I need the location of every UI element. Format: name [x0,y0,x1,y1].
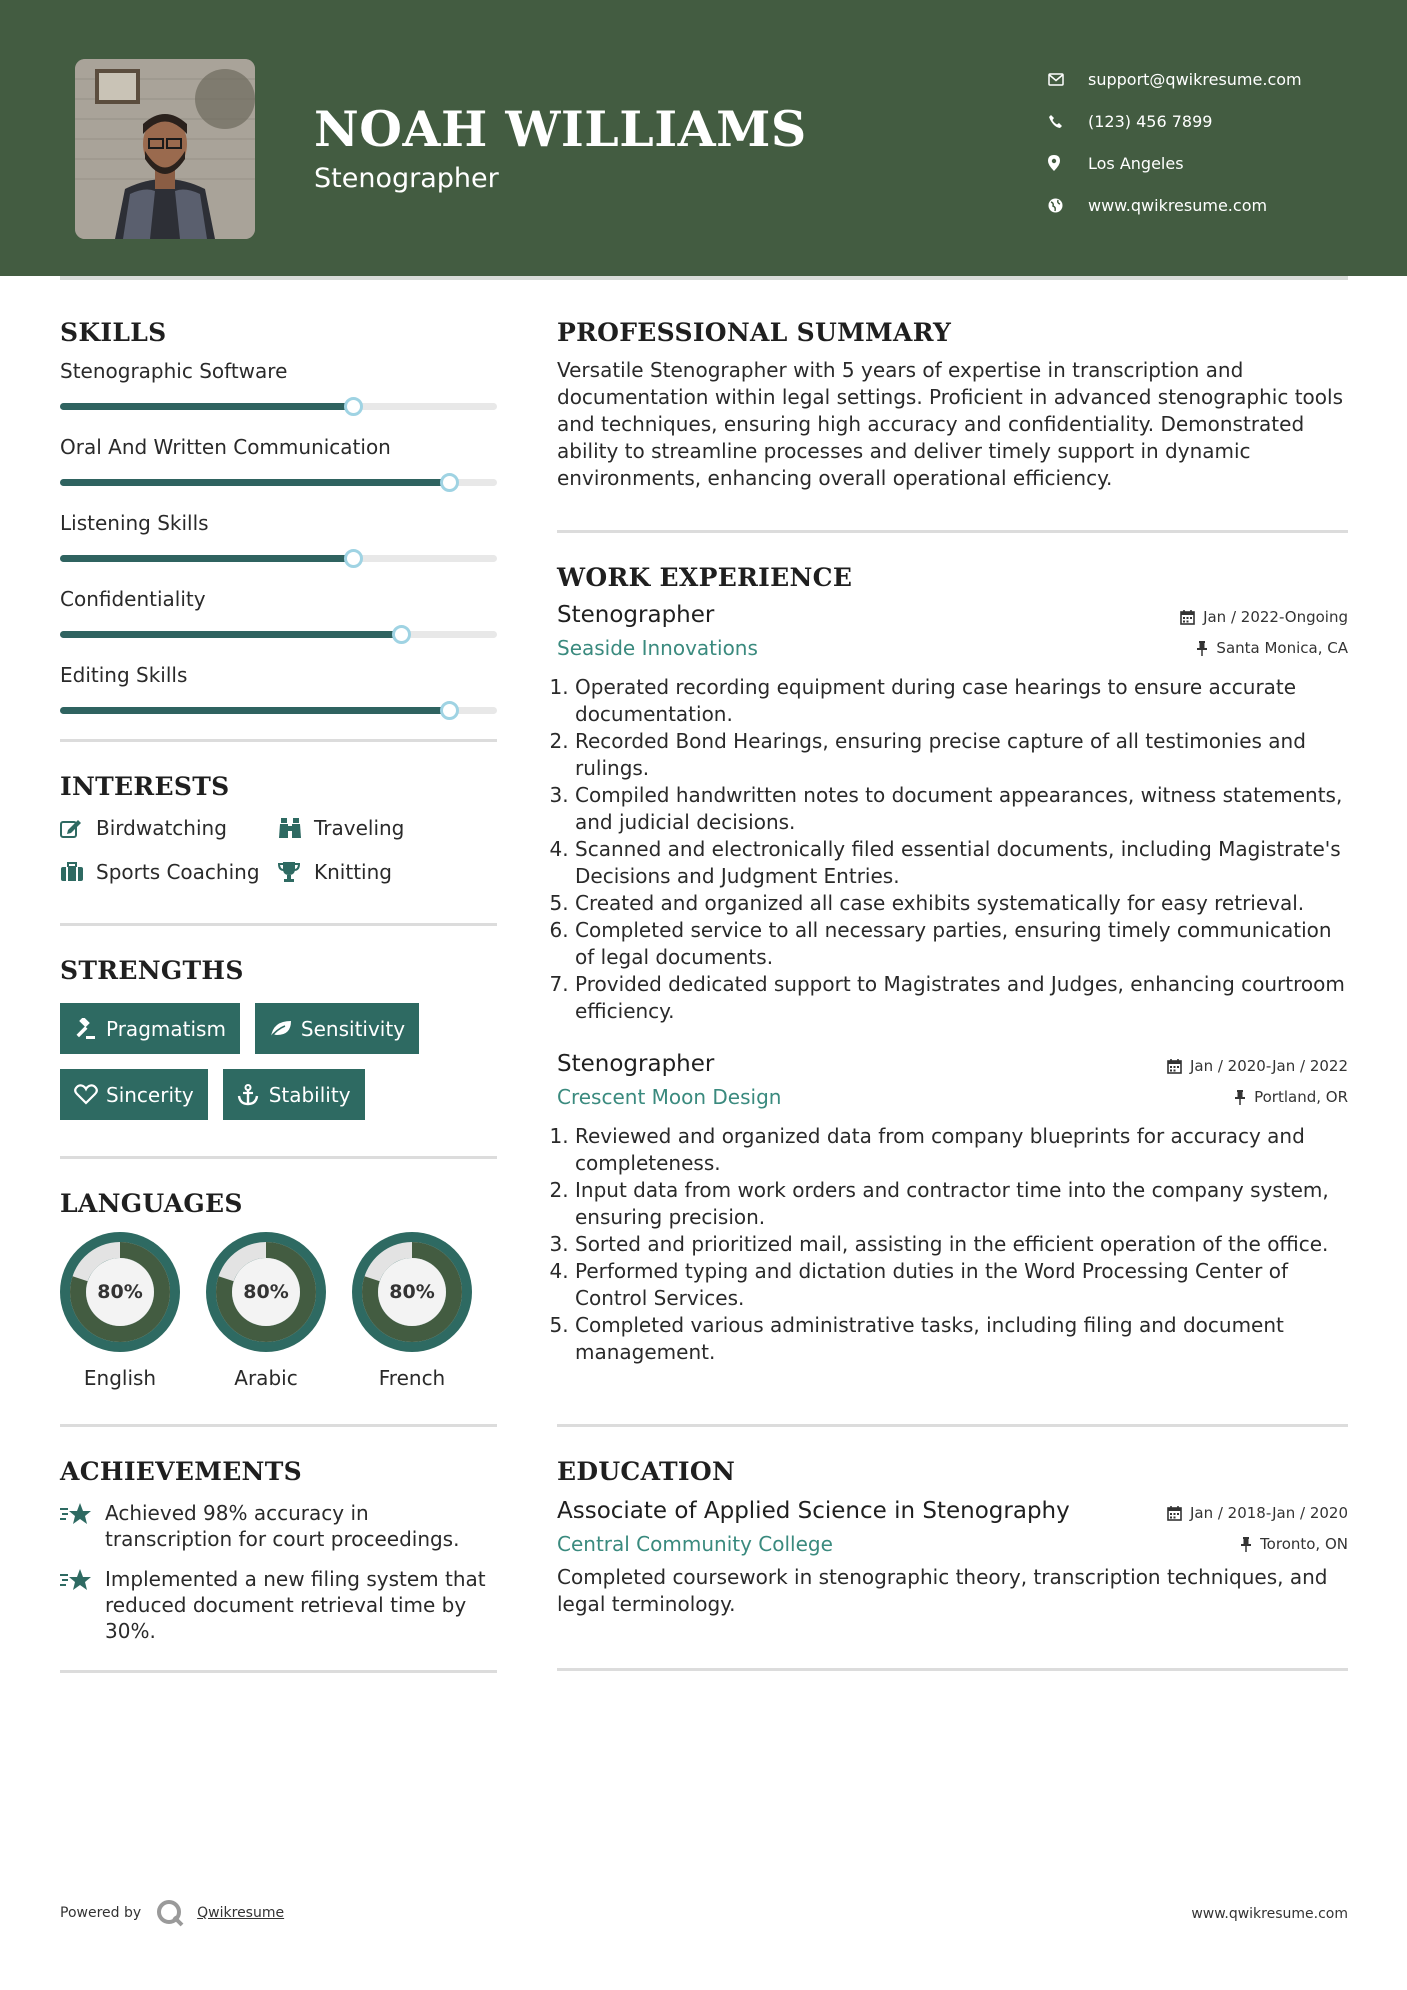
language-percent: 80% [389,1281,435,1303]
skill-label: Listening Skills [60,511,209,535]
leaf-icon [269,1019,301,1039]
duty-item: 1. Reviewed and organized data from company blueprints for accuracy and completeness. [575,1123,1348,1177]
duty-item: 7. Provided dedicated support to Magistrates and Judges, enhancing courtroom efficiency. [575,971,1348,1025]
skill-item [60,535,497,611]
header-divider [60,276,1348,280]
calendar-icon [1167,1506,1182,1521]
summary-title: PROFESSIONAL SUMMARY [557,318,952,347]
candidate-name: NOAH WILLIAMS [314,100,807,158]
language-item [60,1232,180,1390]
skills-section [60,318,497,687]
pushpin-icon [1240,1537,1252,1552]
duty-item: 5. Created and organized all case exhibits systematically for easy retrieval. [575,890,1348,917]
job-date: Jan / 2022-Ongoing [1180,602,1348,626]
job-entry [557,1051,1348,1366]
right-column [557,318,1348,1671]
section-divider [60,1156,497,1159]
experience-title: WORK EXPERIENCE [557,563,853,592]
briefcase-icon [60,862,96,882]
map-marker-icon [1048,155,1088,171]
edit-icon [60,818,96,838]
contact-list [1048,58,1302,226]
skill-label: Stenographic Software [60,359,288,383]
duty-item: 6. Completed service to all necessary parties, ensuring timely communication of legal documents. [575,917,1348,971]
language-progress-ring [60,1232,180,1352]
education-location: Toronto, ON [1240,1535,1348,1553]
duty-item: 2. Recorded Bond Hearings, ensuring precise capture of all testimonies and rulings. [575,728,1348,782]
interest-item: Sports Coaching [60,857,278,887]
job-company: Crescent Moon Design [557,1085,782,1109]
achievement-item: Achieved 98% accuracy in transcription for court proceedings. [60,1500,497,1552]
job-location: Santa Monica, CA [1196,639,1348,657]
summary-section [557,318,1348,492]
calendar-icon [1167,1059,1182,1074]
qwikresume-link[interactable]: Qwikresume [197,1905,285,1921]
interests-title: INTERESTS [60,772,230,801]
language-name: Arabic [234,1366,298,1390]
pushpin-icon [1196,641,1208,656]
education-date: Jan / 2018-Jan / 2020 [1167,1498,1348,1522]
languages-list [60,1232,497,1390]
education-description: Completed coursework in stenographic theory, transcription techniques, and legal terminology. [557,1565,1328,1616]
footer-branding [60,1898,284,1928]
interests-section [60,772,497,887]
job-duties [557,674,1348,1025]
skill-bar-fill [60,707,449,714]
star-icon [60,1500,105,1552]
language-progress-ring [352,1232,472,1352]
anchor-icon [237,1084,269,1106]
contact-email[interactable]: support@qwikresume.com [1048,58,1302,100]
job-entry [557,602,1348,1025]
duty-item: 1. Operated recording equipment during case hearings to ensure accurate documentation. [575,674,1348,728]
skills-title: SKILLS [60,318,167,347]
job-duties [557,1123,1348,1366]
phone-icon [1048,114,1088,129]
section-divider [557,1424,1348,1427]
strength-tag: Stability [223,1069,365,1120]
language-item [352,1232,472,1390]
binoculars-icon [278,817,314,839]
job-company: Seaside Innovations [557,636,758,660]
duty-item: 3. Compiled handwritten notes to document appearances, witness statements, and judicial decisions. [575,782,1348,836]
qwikresume-logo-icon [155,1898,185,1928]
achievement-item: Implemented a new filing system that reduced document retrieval time by 30%. [60,1566,497,1644]
skill-bar [60,707,497,714]
strength-tag: Sincerity [60,1069,208,1120]
contact-phone[interactable]: (123) 456 7899 [1048,100,1302,142]
section-divider [60,1424,497,1427]
interest-item: Knitting [278,857,478,887]
achievements-section [60,1457,497,1644]
language-name: French [378,1366,446,1390]
school-name: Central Community College [557,1532,833,1556]
job-date: Jan / 2020-Jan / 2022 [1167,1051,1348,1075]
trophy-icon [278,861,314,883]
interests-list [60,813,497,887]
languages-title: LANGUAGES [60,1189,243,1218]
candidate-role: Stenographer [314,163,499,194]
footer-website-link[interactable]: www.qwikresume.com [1191,1906,1348,1922]
profile-photo [75,59,255,239]
powered-by-label: Powered by [60,1905,142,1921]
summary-text: Versatile Stenographer with 5 years of expertise in transcription and documentation within legal settings. Proficient in advanced stenographic tools and techniques, ensuring high accuracy and confidentiality. Demonstrated ability to streamline processes and deliver timely support in dynamic environments, enhancing overall operational efficiency. [557,358,1343,490]
language-item [206,1232,326,1390]
job-title: Stenographer [557,602,715,628]
section-divider [60,923,497,926]
left-column [60,318,497,1673]
language-name: English [83,1366,157,1390]
duty-item: 4. Performed typing and dictation duties in the Word Processing Center of Control Services. [575,1258,1348,1312]
skill-item [60,459,497,535]
education-section [557,1457,1348,1618]
contact-location: Los Angeles [1048,142,1302,184]
gavel-icon [74,1018,106,1040]
achievements-list [60,1500,497,1644]
language-progress-ring [206,1232,326,1352]
job-title: Stenographer [557,1051,715,1077]
strengths-list [60,1003,497,1120]
skill-label: Editing Skills [60,663,188,687]
duty-item: 2. Input data from work orders and contractor time into the company system, ensuring precision. [575,1177,1348,1231]
duty-item: 3. Sorted and prioritized mail, assisting in the efficient operation of the office. [575,1231,1348,1258]
language-percent: 80% [243,1281,289,1303]
skill-label: Confidentiality [60,587,206,611]
education-title: EDUCATION [557,1457,736,1486]
skills-list [60,307,497,687]
interest-item: Birdwatching [60,813,278,843]
skill-item [60,611,497,687]
pushpin-icon [1234,1090,1246,1105]
section-divider [557,1668,1348,1671]
skill-level-knob [440,701,459,720]
skill-item [60,383,497,459]
language-percent: 80% [97,1281,143,1303]
duty-item: 5. Completed various administrative tasks, including filing and document management. [575,1312,1348,1366]
strength-tag: Pragmatism [60,1003,240,1054]
section-divider [60,739,497,742]
header-banner [0,0,1407,276]
strengths-title: STRENGTHS [60,956,244,985]
section-divider [557,530,1348,533]
strengths-section [60,956,497,1120]
heart-icon [74,1084,106,1105]
globe-icon [1048,198,1088,213]
contact-website[interactable]: www.qwikresume.com [1048,184,1302,226]
degree-title: Associate of Applied Science in Stenography [557,1498,1070,1524]
calendar-icon [1180,610,1195,625]
envelope-icon [1048,73,1088,86]
duty-item: 4. Scanned and electronically filed essential documents, including Magistrate's Decisions and Judgment Entries. [575,836,1348,890]
star-icon [60,1566,105,1644]
job-location: Portland, OR [1234,1088,1348,1106]
interest-item: Traveling [278,813,478,843]
skill-item [60,307,497,383]
section-divider [60,1670,497,1673]
strength-tag: Sensitivity [255,1003,419,1054]
achievements-title: ACHIEVEMENTS [60,1457,302,1486]
skill-label: Oral And Written Communication [60,435,391,459]
experience-section [557,563,1348,1366]
languages-section [60,1189,497,1390]
